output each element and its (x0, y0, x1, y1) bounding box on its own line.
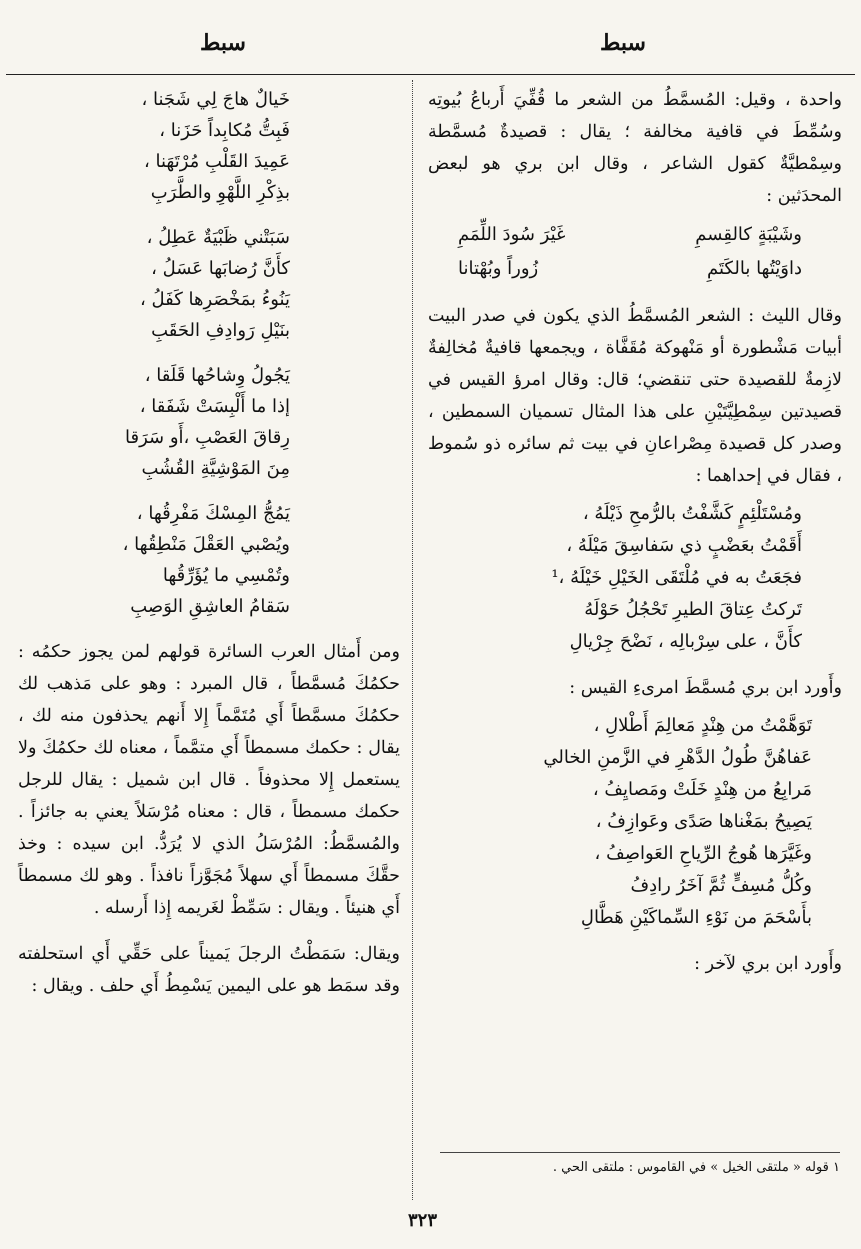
paragraph: واحدة ، وقيل: المُسمَّطُ من الشعر ما قُفِّيَ أَرباعُ بُيوتِه وسُمِّطَ في قافية مخالفة ؛ يقال : قصيدةٌ مُسمَّطة وسِمْطيَّةٌ كقول الشاعر ، وقال ابن بري هو لبعض المحدَثين : (428, 90, 842, 206)
verse-group (18, 360, 400, 484)
verse-line: ومُسْتَلْئِمٍ كَشَّفْتُ بالرُّمحِ ذَيْلَهُ ، (582, 503, 802, 524)
right-column (428, 84, 842, 986)
page-number: ٣٢٣ (408, 1210, 438, 1231)
verse-group (18, 84, 400, 208)
header-rule (6, 74, 855, 75)
verse-group (18, 498, 400, 622)
hemistich: زُوراً وبُهْتانا (458, 258, 539, 279)
verse-line: بأَسْحَمَ من نَوْءِ السِّماكَيْنِ هَطَّالِ (580, 907, 812, 928)
hemistich: داوَيْتُها بالكَتَمِ (707, 258, 802, 279)
verse-line: بنَيْلِ رَوادِفِ الحَقَبِ (151, 320, 290, 341)
verse-line: عَمِيدَ القَلْبِ مُرْتَهَنا ، (143, 151, 290, 172)
verse-line: ويُصْبي العَقْلَ مَنْطِقُها ، (122, 534, 290, 555)
verse-line: خَيالٌ هاجَ لِي شَجَنا ، (141, 89, 290, 110)
header-word-right: سبط (600, 30, 646, 56)
verse-block (428, 498, 842, 658)
verse-line: وكُلُّ مُسِفٍّ ثُمَّ آخَرُ رادِفُ (630, 875, 812, 896)
verse-line: يَجُولُ وِشاحُها قَلَقا ، (144, 365, 290, 386)
verse-line: رِقاقَ العَصْبِ ،أَو سَرَقا (125, 427, 290, 448)
verse-line: أَقَمْتُ بعَضْبٍ ذي سَفاسِقَ مَيْلَهُ ، (566, 535, 802, 556)
left-column (18, 84, 400, 1008)
footnote: ١ قوله « ملتقى الخيل » في القاموس : ملتقى الحي . (552, 1160, 840, 1175)
verse-line: عَفاهُنَّ طُولُ الدَّهْرِ في الزَّمنِ الخالي (543, 747, 812, 768)
verse-line: كأَنَّ رُضابَها عَسَلُ ، (151, 258, 290, 279)
verse-line: إذا ما أَلْبِسَتْ شَفَقا ، (139, 396, 290, 417)
verse-line: فَبِتُّ مُكابِداً حَزَنا ، (159, 120, 290, 141)
verse-line: بذِكْرِ اللَّهْوِ والطَّرَبِ (150, 182, 290, 203)
paragraph: ومن أَمثال العرب السائرة قولهم لمن يجوز حكمُه : حكمُكَ مُسمَّطاً ، قال المبرد : وهو على مَذهب لك حكمُكَ مسمَّطاً أَي مُتَمَّماً إِلا أَنهم يحذفون منه لك ، يقال : حكمك مسمطاً أَي متمَّماً ، معناه لك حكمُكَ ولا يستعمل إِلا محذوفاً . قال ابن شميل : يقال للرجل حكمك مسمطاً ، قال : معناه مُرْسَلاً يعني به جائزاً . والمُسمَّطُ: المُرْسَلُ الذي لا يُرَدُّ. ابن سيده : وخذ حقَّكَ مسمطاً أَي سهلاً مُجَوَّزاً نافذاً . وهو لك مسمطاً أَي هنيئاً . ويقال : سَمِّطْ لغَريمه إِذا أَرسله . (18, 642, 400, 918)
hemistich: وشَيْبَةٍ كالقِسمِ (695, 224, 802, 245)
paragraph: وقال الليث : الشعر المُسمَّطُ الذي يكون في صدر البيت أبيات مَشْطورة أو مَنْهوكة مُقَفَّاة ، ويجمعها قافيةٌ مُخالِفةٌ لازِمةٌ للقصيدة حتى تنقضي؛ قال: وقال امرؤ القيس في قصيدتين سِمْطِيَّتَيْنِ على هذا المثال تسميان السمطين ، وصدر كل قصيدة مِصْراعانِ في بيت ثم سائره ذو سُموط ، فقال في إحداهما : (428, 306, 842, 486)
header-word-left: سبط (200, 30, 246, 56)
verse-line (428, 218, 842, 252)
verse-line: مَرابِعُ من هِنْدٍ خَلَتْ ومَصايِفُ ، (592, 779, 812, 800)
verse-line: فجَعَتُ به في مُلْتَقَى الخَيْلِ خَيْلَهُ ،¹ (551, 567, 802, 588)
verse-line: كأَنَّ ، على سِرْبالِه ، نَضْحَ جِرْيالِ (569, 631, 802, 652)
verse-line: يَمُجُّ المِسْكَ مَفْرِقُها ، (136, 503, 290, 524)
verse-line: تَركتُ عِتاقَ الطيرِ تَحْجُلُ حَوْلَهُ (584, 599, 802, 620)
verse-group (18, 222, 400, 346)
verse-line: سَقامُ العاشِقِ الوَصِبِ (130, 596, 290, 617)
verse-line (428, 252, 842, 286)
verse-line: يَنُوءُ بمَخْصَرِها كَفَلُ ، (139, 289, 290, 310)
verse-line: وتُمْسِي ما يُؤَرِّقُها (162, 565, 290, 586)
verse-line: مِنَ المَوْشِيَّةِ القُشُبِ (141, 458, 290, 479)
column-divider (412, 80, 413, 1200)
paragraph: وأَورد ابن بري مُسمَّطَ امرىءِ القيس : (569, 678, 842, 698)
paragraph: ويقال: سَمَطْتُ الرجلَ يَميناً على حَقِّي أَي استحلفته وقد سمَط هو على اليمين يَسْمِطُ أَي حلف . ويقال : (18, 944, 400, 996)
verse-line: يَصِيحُ بمَغْناها صَدًى وعَوازِفُ ، (595, 811, 812, 832)
verse-block (428, 710, 842, 934)
footnote-rule (440, 1152, 840, 1153)
verse-line: سَبَتْني ظَبْيَةٌ عَطِلُ ، (146, 227, 290, 248)
verse-line: تَوَهَّمْتُ من هِنْدٍ مَعالِمَ أَطْلالِ ، (593, 715, 812, 736)
hemistich: غَيْرَ سُودَ اللِّمَمِ (458, 224, 566, 245)
paragraph: وأَورد ابن بري لآخر : (694, 954, 842, 974)
couplet-block (428, 218, 842, 286)
verse-line: وغَيَّرَها هُوجُ الرِّياحِ العَواصِفُ ، (594, 843, 812, 864)
